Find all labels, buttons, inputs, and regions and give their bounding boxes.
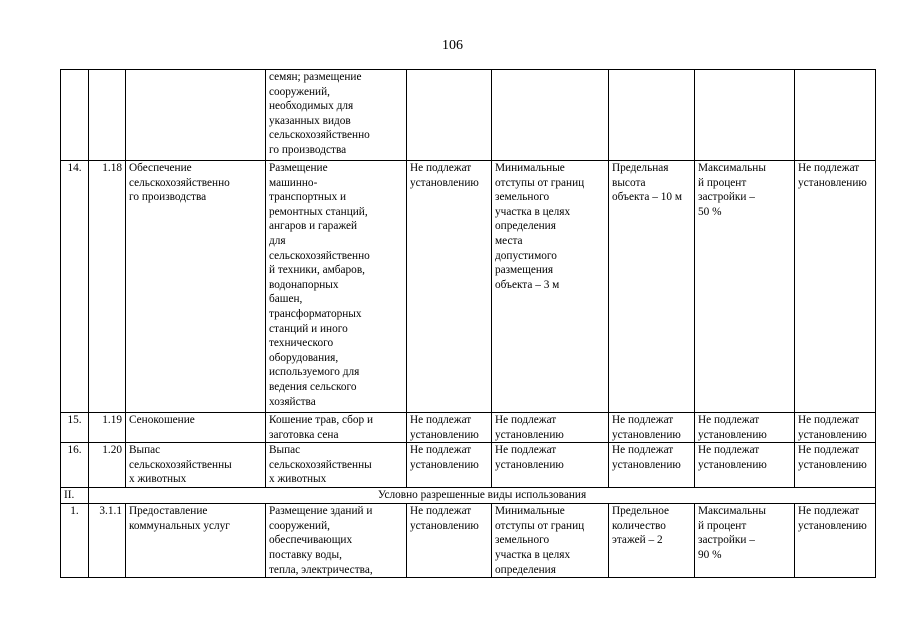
cell-num: 1. xyxy=(61,504,89,578)
table-row xyxy=(61,161,876,413)
cell-area: Не подлежат установлению xyxy=(407,443,492,488)
cell-height: Предельная высота объекта – 10 м xyxy=(609,161,695,413)
cell-other xyxy=(795,70,876,161)
cell-coverage: Максимальны й процент застройки – 90 % xyxy=(695,504,795,578)
cell-other: Не подлежат установлению xyxy=(795,504,876,578)
cell-setbacks: Не подлежат установлению xyxy=(492,443,609,488)
cell-height xyxy=(609,70,695,161)
cell-coverage: Не подлежат установлению xyxy=(695,443,795,488)
cell-code xyxy=(89,70,126,161)
cell-description: Размещение зданий и сооружений, обеспечивающих поставку воды, тепла, электричества, xyxy=(266,504,407,578)
cell-setbacks: Минимальные отступы от границ земельного участка в целях определения места допустимого размещения объекта – 3 м xyxy=(492,161,609,413)
cell-name: Выпас сельскохозяйственны х животных xyxy=(126,443,266,488)
table-row xyxy=(61,413,876,443)
cell-name xyxy=(126,70,266,161)
cell-other: Не подлежат установлению xyxy=(795,443,876,488)
cell-area: Не подлежат установлению xyxy=(407,413,492,443)
table-row xyxy=(61,504,876,578)
cell-code: 3.1.1 xyxy=(89,504,126,578)
cell-num: 16. xyxy=(61,443,89,488)
cell-code: 1.19 xyxy=(89,413,126,443)
section-title: Условно разрешенные виды использования xyxy=(89,488,876,504)
section-header-row xyxy=(61,488,876,504)
cell-code: 1.18 xyxy=(89,161,126,413)
cell-description: Размещение машинно- транспортных и ремонтных станций, ангаров и гаражей для сельскохозяйственно й техники, амбаров, водонапорных башен, трансформаторных станций и иного технического оборудования, используемого для ведения сельского хозяйства xyxy=(266,161,407,413)
land-use-table xyxy=(60,69,876,578)
cell-num xyxy=(61,70,89,161)
cell-setbacks: Минимальные отступы от границ земельного участка в целях определения xyxy=(492,504,609,578)
page-number: 106 xyxy=(442,38,463,53)
cell-height: Предельное количество этажей – 2 xyxy=(609,504,695,578)
cell-code: 1.20 xyxy=(89,443,126,488)
cell-other: Не подлежат установлению xyxy=(795,413,876,443)
table-row xyxy=(61,443,876,488)
cell-name: Сенокошение xyxy=(126,413,266,443)
section-number: II. xyxy=(61,488,89,504)
cell-coverage: Не подлежат установлению xyxy=(695,413,795,443)
cell-num: 15. xyxy=(61,413,89,443)
table-row xyxy=(61,70,876,161)
cell-description: Кошение трав, сбор и заготовка сена xyxy=(266,413,407,443)
cell-num: 14. xyxy=(61,161,89,413)
cell-setbacks xyxy=(492,70,609,161)
cell-height: Не подлежат установлению xyxy=(609,443,695,488)
cell-description: семян; размещение сооружений, необходимых для указанных видов сельскохозяйственно го производства xyxy=(266,70,407,161)
cell-description: Выпас сельскохозяйственны х животных xyxy=(266,443,407,488)
cell-area: Не подлежат установлению xyxy=(407,504,492,578)
cell-height: Не подлежат установлению xyxy=(609,413,695,443)
cell-coverage: Максимальны й процент застройки – 50 % xyxy=(695,161,795,413)
cell-other: Не подлежат установлению xyxy=(795,161,876,413)
cell-area xyxy=(407,70,492,161)
cell-area: Не подлежат установлению xyxy=(407,161,492,413)
cell-name: Обеспечение сельскохозяйственно го производства xyxy=(126,161,266,413)
cell-setbacks: Не подлежат установлению xyxy=(492,413,609,443)
cell-coverage xyxy=(695,70,795,161)
cell-name: Предоставление коммунальных услуг xyxy=(126,504,266,578)
